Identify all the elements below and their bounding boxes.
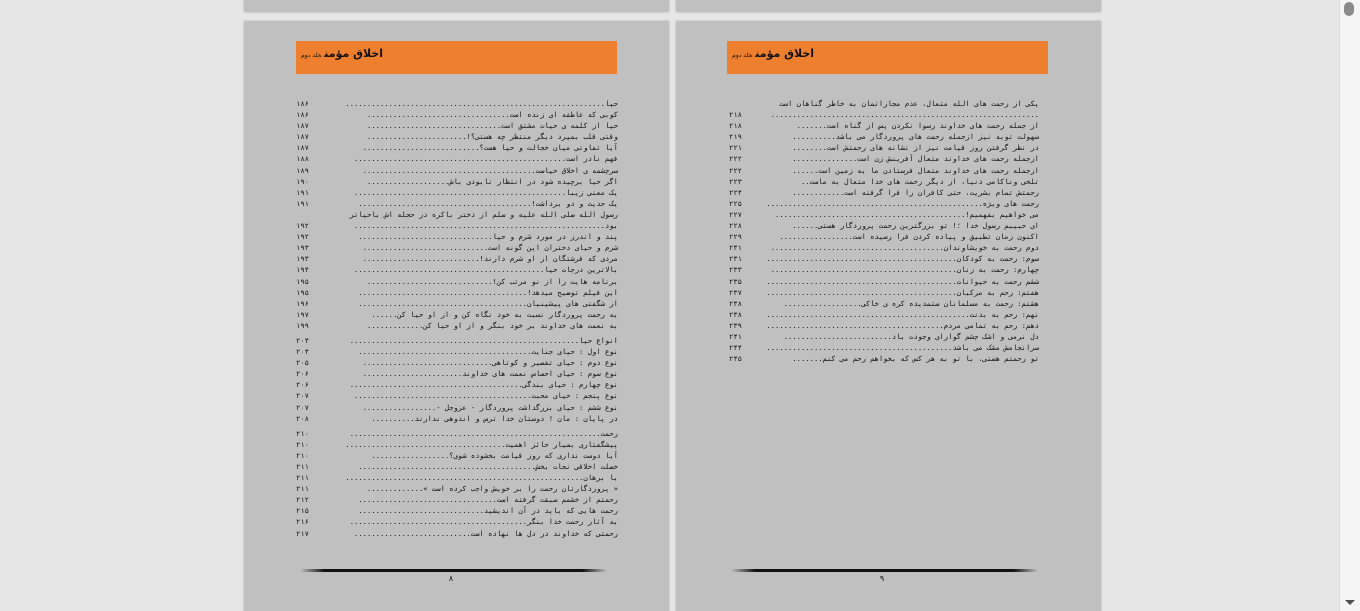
toc-entry: [296, 516, 618, 527]
page-header: [727, 41, 1048, 74]
toc-entry-page: ۱۸۷: [296, 143, 309, 153]
toc-entry-page: ۲۱۱: [296, 484, 309, 494]
toc-entry-page: ۲۰۸: [296, 413, 309, 423]
toc-entry-title: رحمت های ویژه..................................................: [766, 198, 1039, 208]
toc-entry: [296, 528, 618, 539]
toc-entry: [296, 209, 618, 220]
toc-entry: [729, 142, 1039, 153]
toc-entry: [729, 187, 1039, 198]
toc-entry: [729, 176, 1039, 187]
book-page-right: [676, 21, 1101, 611]
toc-entry-page: ۲۱۰: [296, 439, 309, 449]
toc-entry-page: ۲۳۱: [729, 243, 742, 253]
page-header: [296, 41, 617, 74]
toc-entry: [296, 402, 618, 413]
vertical-scrollbar[interactable]: [1339, 0, 1360, 611]
toc-entry-page: ۱۹۶: [296, 298, 309, 308]
toc-entry-page: ۲۲۲: [729, 154, 742, 164]
toc-entry-page: ۲۰۴: [296, 347, 309, 357]
toc-entry: [296, 142, 618, 153]
toc-entry: [296, 276, 618, 287]
toc-entry-page: ۲۳۳: [729, 265, 742, 275]
toc-entry: [729, 331, 1039, 342]
toc-entry: [296, 242, 618, 253]
toc-entry-title: می خواهیم بفهمیم!............................................: [775, 209, 1039, 219]
toc-entry-page: ۱۸۶: [296, 99, 309, 108]
toc-entry: [729, 131, 1039, 142]
toc-entry-page: ۱۹۰: [296, 176, 309, 186]
toc-entry-page: ۲۰۵: [296, 358, 309, 368]
toc-entry-title: سوم: رحمت به کودکان............................................: [766, 254, 1039, 264]
toc-entry: [296, 109, 618, 120]
toc-entry-title: از شگفتی های پیشینیان.......................................: [358, 298, 618, 308]
toc-entry-page: ۱۹۱: [296, 198, 309, 208]
previous-page-right: [676, 0, 1101, 12]
toc-entry: [296, 165, 618, 176]
toc-entry-title: به رحمت پروردگار نسبت به خود نگاه کن و از او حیا کن......: [371, 309, 618, 319]
toc-entry-title: ازجمله رحمت های خداوند متعال آفرینش زن است...............: [792, 154, 1039, 164]
toc-entry-page: ۲۰۷: [296, 402, 309, 412]
toc-entry: [296, 390, 618, 401]
toc-entry-title: ..............................................................: [770, 110, 1039, 120]
toc-entry: [729, 298, 1039, 309]
toc-entry: [729, 198, 1039, 209]
toc-entry-page: ۲۱۲: [296, 495, 309, 505]
toc-entry: [296, 153, 618, 164]
toc-entry-page: ۲۰۴: [296, 335, 309, 345]
book-volume: جلد دوم: [301, 52, 322, 59]
toc-entry: [296, 298, 618, 309]
table-of-contents: [296, 98, 618, 539]
toc-entry-page: ۲۱۶: [296, 517, 309, 527]
toc-entry-title: هشتم: رحمت به مسلمانان ستمدیده کره ی خاکی..................: [783, 298, 1039, 308]
toc-entry-page: ۱۹۴: [296, 265, 309, 275]
toc-entry: [296, 264, 618, 275]
toc-entry-page: ۱۹۹: [296, 320, 309, 330]
toc-entry: [296, 131, 618, 142]
toc-entry-title: نوع ششم : حیای بزرگداشت پروردگار - عزوجل -.................: [362, 402, 618, 412]
book-volume: جلد دوم: [732, 52, 753, 59]
toc-entry-page: ۲۳۸: [729, 298, 742, 308]
toc-entry-title: نوع پنجم : حیای محبت.........................................: [354, 391, 618, 401]
toc-entry-title: یک حدیث و دو برداشت!........................................: [358, 198, 618, 208]
toc-entry-page: ۱۸۹: [296, 165, 309, 175]
toc-entry: [729, 276, 1039, 287]
toc-entry-title: نوع اول : حیای جنایت........................................: [358, 347, 618, 357]
toc-entry: [729, 153, 1039, 164]
toc-entry-title: آیا تفاوتی میان خجالت و حیا هست؟...........................: [362, 143, 618, 153]
toc-entry-page: ۲۱۰: [296, 450, 309, 460]
toc-entry: [729, 165, 1039, 176]
toc-entry-page: ۲۳۱: [729, 254, 742, 264]
toc-entry-page: ۱۹۳: [296, 254, 309, 264]
toc-entry: [296, 231, 618, 242]
toc-entry-page: ۱۸۷: [296, 132, 309, 142]
previous-page-left: [244, 0, 669, 12]
toc-entry-title: حیا از کلمه ی حیات مشتق است...............................: [367, 121, 618, 131]
toc-entry-title: ازجمله رحمت های خداوند متعال فرستادن ما به زمین است......: [792, 165, 1039, 175]
toc-entry-title: چهارم: رحمت به زنان...........................................: [770, 265, 1039, 275]
toc-entry-page: ۲۳۸: [729, 309, 742, 319]
table-of-contents: [729, 98, 1039, 364]
toc-entry-title: از جمله رحمت های خداوند رسوا نکردن پس از گناه است.......: [796, 121, 1039, 131]
toc-entry: [296, 413, 618, 424]
toc-entry: [296, 309, 618, 320]
toc-entry: [296, 287, 618, 298]
toc-entry-title: حیا............................................................: [345, 99, 618, 108]
toc-entry-page: ۲۲۲: [729, 165, 742, 175]
toc-entry: [729, 342, 1039, 353]
toc-entry: [296, 428, 618, 439]
toc-entry: [296, 120, 618, 131]
toc-entry-title: با برهان.......................................................: [345, 473, 618, 483]
toc-entry-title: پیشگفتاری بسیار حائز اهمیت.....................................: [345, 439, 618, 449]
toc-entry-page: ۲۱۰: [296, 428, 309, 438]
toc-entry-title: انواع حیا.....................................................: [349, 335, 618, 345]
toc-entry: [729, 120, 1039, 131]
toc-entry-title: به آثار رحمت خدا بنگر.........................................: [349, 517, 618, 527]
toc-entry: [296, 346, 618, 357]
toc-entry-title: مردی که فرشتگان از او شرم دارند!...........................: [362, 254, 618, 264]
toc-entry-title: وقتی قلب بمیرد دیگر منتظر چه هستی؟!.......................: [367, 132, 618, 142]
toc-entry-title: اکنون زمان تطبیق و پیاده کردن فرا رسیده است.................: [779, 232, 1039, 242]
toc-entry-title: یکی از رحمت های الله متعال، عدم مجازاتمان به خاطر گناهان است: [779, 99, 1039, 108]
toc-entry-page: ۱۸۶: [296, 110, 309, 120]
toc-entry-page: ۲۱۸: [729, 110, 742, 120]
toc-entry-page: ۲۲۱: [729, 143, 742, 153]
toc-entry-title: سهولت توبه نیز ازجمله رحمت های پروردگار می باشد..........: [792, 132, 1039, 142]
toc-entry-title: هفتم: رحم به مرکبان............................................: [766, 287, 1039, 297]
toc-entry-title: در نظر گرفتن روز قیامت نیز از نشانه های رحمتش است........: [792, 143, 1039, 153]
toc-entry: [729, 109, 1039, 120]
toc-entry-page: ۱۹۳: [296, 243, 309, 253]
toc-entry-page: ۲۱۸: [729, 121, 742, 131]
toc-entry: [296, 335, 618, 346]
toc-entry-page: ۲۳۹: [729, 320, 742, 330]
toc-entry: [296, 494, 618, 505]
toc-entry: [296, 198, 618, 209]
toc-entry: [296, 450, 618, 461]
toc-entry-title: نهم: رحم به بدنت...............................................: [766, 309, 1039, 319]
toc-entry-title: رحمتم از خشمم سبقت گرفته است................................: [358, 495, 618, 505]
toc-entry-title: خصلت اخلاقی نجات بخش.........................................: [358, 462, 618, 471]
toc-entry-title: نوع دوم : حیای تقصیر و کوتاهی..............................: [362, 358, 618, 368]
footer-rule: [300, 569, 607, 572]
toc-entry: [729, 220, 1039, 231]
toc-entry-title: به نعمت های خداوند بر خود بنگر و از او حیا کن.............: [367, 320, 618, 330]
toc-entry-page: ۲۰۶: [296, 380, 309, 390]
book-page-left: [244, 21, 669, 611]
toc-entry-page: ۱۹۱: [296, 187, 309, 197]
toc-entry-title: دهم: رحم به تمامی مردم.........................................: [766, 320, 1039, 330]
footer-rule: [731, 569, 1038, 572]
toc-entry-title: تلخی وناکامی دنیا، از دیگر رحمت های خدا متعال به ماست..: [801, 176, 1039, 186]
toc-entry-title: بالاترین درجات حیا............................................: [354, 265, 618, 275]
toc-entry-title: سرانجامش مشک می باشد...........................................: [766, 343, 1039, 353]
toc-entry: [729, 309, 1039, 320]
book-title: اخلاق مؤمنجلد دوم: [301, 47, 383, 60]
toc-entry: [296, 98, 618, 109]
toc-entry-page: ۱۹۷: [296, 309, 309, 319]
toc-entry-title: رسول الله صلی الله علیه و سلم از دختر باکره در حجله اش باحیاتر: [349, 209, 618, 219]
page-number: ۸: [448, 574, 454, 583]
toc-entry-title: رحمتش تمام بشریت، حتی کافران را فرا گرفته است............: [792, 187, 1039, 197]
toc-entry-page: ۲۱۱: [296, 462, 309, 471]
toc-entry-title: سرچشمه ی اخلاق حیاست........................................: [362, 165, 618, 175]
toc-entry: [296, 472, 618, 483]
toc-entry-title: دوم رحمت به خویشاوندان........................................: [770, 243, 1039, 253]
toc-entry-page: ۱۹۵: [296, 276, 309, 286]
toc-entry-title: برنامه هایت را از نو مرتب کن!.............................: [367, 276, 618, 286]
toc-entry-title: نوع چهارم : حیای بندگی........................................: [349, 380, 618, 390]
toc-entry-page: ۲۲۳: [729, 176, 742, 186]
toc-entry-title: رحمت هایی که باید در آن اندیشید.............................: [358, 506, 618, 516]
toc-entry-page: ۱۹۵: [296, 287, 309, 297]
toc-entry-title: رحمتی که خداوند در دل ها نهاده است...........................: [354, 528, 618, 538]
toc-entry-page: ۲۴۴: [729, 343, 742, 353]
toc-entry-page: ۲۲۹: [729, 232, 742, 242]
toc-entry: [296, 220, 618, 231]
page-number: ۹: [879, 574, 885, 583]
toc-entry-title: تو رحمتم هستی، با تو به هر کس که بخواهم رحم می کنم.......: [792, 354, 1039, 364]
toc-entry: [296, 357, 618, 368]
toc-entry-title: کوبی که عاطفه ای زنده است.................................: [367, 110, 618, 120]
toc-entry: [296, 461, 618, 472]
toc-entry: [729, 231, 1039, 242]
scrollbar-thumb[interactable]: [1344, 2, 1354, 16]
toc-entry: [729, 287, 1039, 298]
toc-entry: [729, 242, 1039, 253]
toc-entry-page: ۲۱۷: [296, 528, 309, 538]
toc-entry-page: ۲۴۵: [729, 354, 742, 364]
toc-entry-title: فهم نادر است.................................................: [354, 154, 618, 164]
toc-entry-title: دل نرمی و اشک چشم گوارای وجودت باد.........................: [783, 331, 1039, 341]
toc-entry-title: این فیلم توضیح میدهد!.......................................: [358, 287, 618, 297]
toc-entry-page: ۲۳۷: [729, 287, 742, 297]
toc-entry-title: نوع سوم : حیای احساس نعمت های خداوند.......................: [362, 369, 618, 379]
toc-entry: [296, 187, 618, 198]
toc-entry: [296, 379, 618, 390]
toc-entry-page: ۲۲۷: [729, 209, 742, 219]
toc-entry: [729, 253, 1039, 264]
toc-entry-page: ۲۲۵: [729, 198, 742, 208]
toc-entry-page: ۲۱۹: [729, 132, 742, 142]
toc-entry: [729, 209, 1039, 220]
toc-entry: [296, 368, 618, 379]
toc-entry-page: ۲۳۵: [729, 276, 742, 286]
toc-entry-page: ۲۰۷: [296, 391, 309, 401]
toc-entry-title: ششم رحمت به حیوانات............................................: [766, 276, 1039, 286]
toc-entry-title: در پایان : مان ! دوستان خدا ترس و اندوهی ندارند..........: [371, 413, 618, 423]
toc-entry-page: ۱۸۷: [296, 121, 309, 131]
toc-entry: [296, 253, 618, 264]
toc-entry: [729, 320, 1039, 331]
scroll-down-arrow-icon[interactable]: [1345, 600, 1355, 605]
toc-entry: [729, 264, 1039, 275]
toc-entry-page: ۱۹۲: [296, 221, 309, 231]
toc-entry-title: آیا دوست نداری که روز قیامت بخشوده شوی؟..................: [371, 450, 618, 460]
toc-entry-title: یک معنی زیبا.................................................: [354, 187, 618, 197]
toc-entry: [296, 483, 618, 494]
toc-entry-title: رحمت..........................................................: [349, 428, 618, 438]
toc-entry: [296, 176, 618, 187]
toc-entry-title: « پروردگارتان رحمت را بر خویش واجب کرده است ».............: [367, 484, 618, 494]
toc-entry-page: ۲۴۱: [729, 331, 742, 341]
toc-entry-page: ۲۱۵: [296, 506, 309, 516]
toc-entry: [296, 439, 618, 450]
toc-entry-title: شرم و حیای دختران این گونه است.............................: [362, 243, 618, 253]
toc-entry-title: اگر حیا برچیده شود در انتظار نابودی باش...................: [367, 176, 618, 186]
toc-entry-page: ۱۹۲: [296, 232, 309, 242]
toc-entry: [296, 320, 618, 331]
toc-entry-title: ای حبیبم رسول خدا ؛! تو بزرگترین رحمت پروردگار هستی......: [792, 221, 1039, 231]
toc-entry: [729, 353, 1039, 364]
toc-entry: [296, 505, 618, 516]
toc-entry-title: بود..........................................................: [354, 221, 618, 231]
book-title: اخلاق مؤمنجلد دوم: [732, 47, 814, 60]
toc-entry-page: ۲۲۴: [729, 187, 742, 197]
toc-entry-title: پند و اندرز در مورد شرم و حیا...............................: [358, 232, 618, 242]
toc-entry-page: ۲۲۸: [729, 221, 742, 231]
toc-entry-page: ۲۱۱: [296, 473, 309, 483]
toc-entry: [729, 98, 1039, 109]
toc-entry-page: ۱۸۸: [296, 154, 309, 164]
toc-entry-page: ۲۰۶: [296, 369, 309, 379]
